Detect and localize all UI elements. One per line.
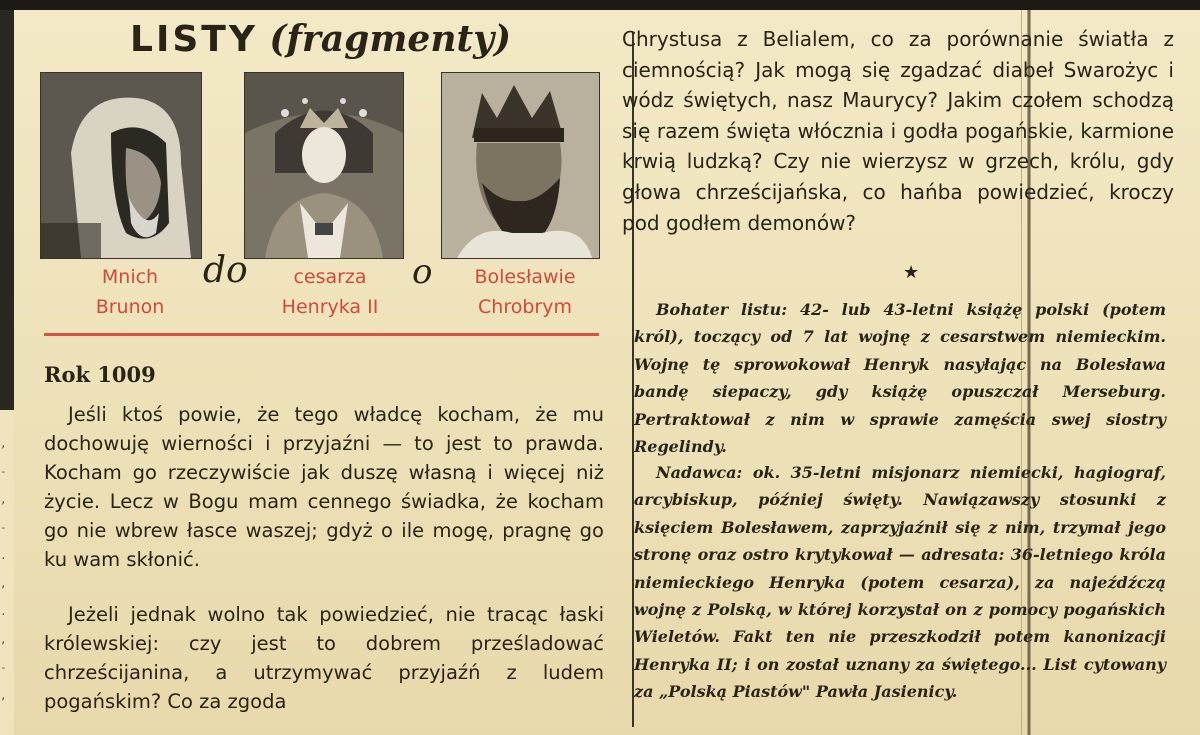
caption-line: cesarza xyxy=(293,266,367,288)
king-portrait-icon xyxy=(441,72,600,259)
note-sender: Nadawca: ok. 35-letni misjonarz niemiecki, hagiograf, arcybiskup, później święty. Nawiązawszy stosunki z księciem Bolesławem, zaprzyjaźnił się z nim, trzymał jego stronę oraz ostro krytykował — adresata: 36-letniego króla niemieckiego Henryka (potem cesarza), za najeźdźczą wojnę z Polską, w której korzystał on z pomocy pogańskich Wieletów. Fakt ten nie przeszkodził potem kanonizacji Henryka II; i on został uznany za świętego... List cytowany za „Polską Piastów" Pawła Jasienicy. xyxy=(634,463,1166,702)
left-dark-margin xyxy=(0,10,14,410)
caption-line: Brunon xyxy=(95,296,165,318)
caption-sender xyxy=(70,262,190,322)
letter-date-heading: Rok 1009 xyxy=(44,362,156,387)
title-italic: (fragmenty) xyxy=(269,18,512,60)
caption-addressee xyxy=(250,262,410,322)
article-title xyxy=(130,18,530,60)
left-margin-marks: , - , - . , . , - , xyxy=(0,437,7,702)
monk-portrait-icon xyxy=(40,72,202,259)
letter-paragraph: Jeśli ktoś powie, że tego władcę kocham, że mu dochowuję wierności i przyjaźni — to jest to prawda. Kocham go rzeczywiście jak duszę własną i więcej niż życie. Lecz w Bogu mam cennego świadka, że kocham go nie wbrew łasce waszej; gdyż o ile mogę, pragnę go ku wam skłonić. xyxy=(44,403,604,571)
title-caps: LISTY xyxy=(130,19,258,60)
caption-line: Chrobrym xyxy=(478,296,572,318)
caption-line: Mnich xyxy=(101,266,159,288)
caption-subject xyxy=(450,262,600,322)
top-black-border xyxy=(0,0,1200,10)
connector-o: o xyxy=(412,252,433,292)
letter-paragraph: Jeżeli jednak wolno tak powiedzieć, nie tracąc łaski królewskiej: czy jest to dobrem prześladować chrześcijanina, a utrzymywać przyjaźń z ludem pogańskim? Co za zgoda xyxy=(44,603,604,713)
connector-do: do xyxy=(203,250,248,291)
red-divider xyxy=(44,333,599,336)
caption-line: Henryka II xyxy=(281,296,379,318)
caption-line: Bolesławie xyxy=(474,266,576,288)
emperor-portrait-icon xyxy=(244,72,404,259)
note-hero: Bohater listu: 42- lub 43-letni książę polski (potem król), toczący od 7 lat wojnę z cesarstwem niemieckim. Wojnę tę sprowokował Henryk nasyłając na Bolesława bandę siepaczy, gdy książę opuszczał Merseburg. Pertraktował z nim w sprawie zamęścia swej siostry Regelindy. xyxy=(634,300,1166,457)
letter-paragraph-continued: Chrystusa z Belialem, co za porównanie światła z ciemnością? Jak mogą się zgadzać diabeł Swarożyc i wódz świętych, nasz Maurycy? Jakim czołem schodzą się razem święta włócznia i godła pogańskie, karmione krwią ludzką? Czy nie wierzysz w grzech, królu, gdy głowa chrześcijańska, co hańba powiedzieć, kroczy pod godłem demonów? xyxy=(622,27,1174,235)
section-star-separator: ★ xyxy=(903,262,920,283)
